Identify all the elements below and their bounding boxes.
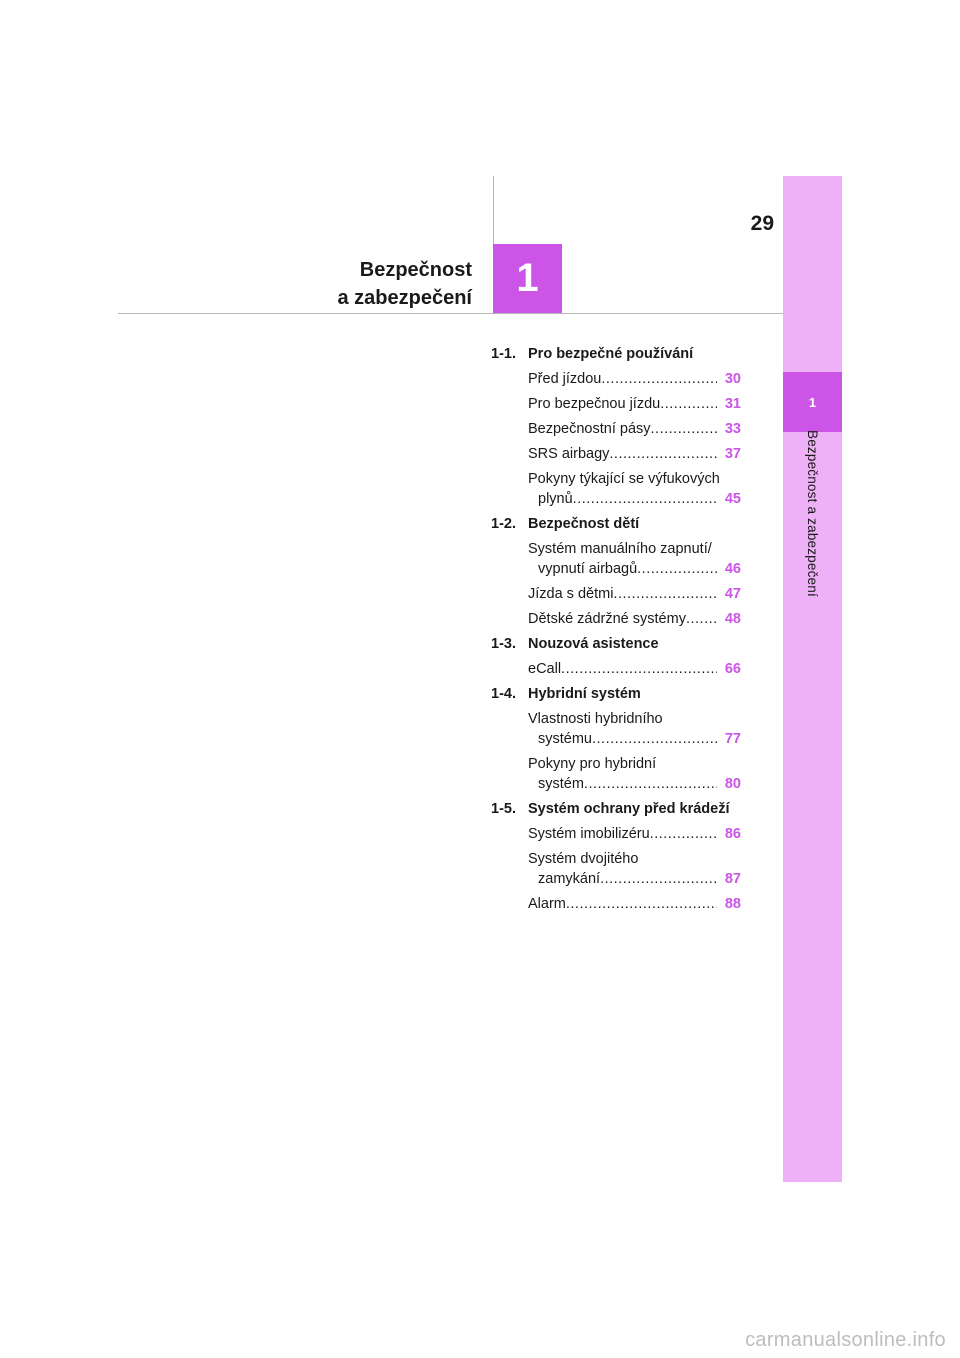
toc-leader-dots: [592, 729, 717, 749]
toc-entry-jizda-s-detmi[interactable]: [528, 584, 741, 604]
toc-entry-label: Systém imobilizéru: [528, 826, 650, 842]
side-tab-chapter-number[interactable]: 1: [783, 372, 842, 432]
toc-entry-label-line-1: Vlastnosti hybridního: [528, 711, 663, 727]
side-tab-label-wrap: [783, 430, 842, 650]
toc-leader-dots: [686, 609, 717, 629]
toc-section-title: Nouzová asistence: [528, 636, 659, 652]
toc-entry-label: eCall: [528, 661, 562, 677]
toc-section-1-3: [491, 634, 741, 659]
header-horizontal-divider: [118, 313, 783, 314]
toc-entry-label: SRS airbagy: [528, 446, 610, 462]
toc-page-link[interactable]: 37: [724, 446, 741, 462]
toc-entry-pred-jizdou[interactable]: [528, 369, 741, 389]
side-tab-label: Bezpečnost a zabezpečení: [805, 430, 820, 597]
toc-entry-label: Bezpečnostní pásy: [528, 421, 651, 437]
toc-entry-srs-airbagy[interactable]: [528, 444, 741, 464]
toc-leader-dots: [566, 894, 717, 914]
toc-section-number: 1-4.: [491, 686, 516, 702]
toc-entry-label: Pro bezpečnou jízdu: [528, 396, 661, 412]
toc-page-link[interactable]: 80: [724, 776, 741, 792]
toc-page-link[interactable]: 86: [724, 826, 741, 842]
toc-section-title: Bezpečnost dětí: [528, 516, 640, 532]
toc-entry-label-line-2: systém: [538, 776, 584, 792]
toc-section-title: Pro bezpečné používání: [528, 346, 694, 362]
toc-page-link[interactable]: 30: [724, 371, 741, 387]
toc-entry-label-line-2: zamykání: [538, 871, 601, 887]
toc-section-number: 1-3.: [491, 636, 516, 652]
toc-entry-manualni-airbagy[interactable]: [528, 539, 741, 579]
toc-entry-pokyny-vyfukove-plyny[interactable]: [528, 469, 741, 509]
toc-leader-dots: [561, 659, 717, 679]
toc-section-1-4: [491, 684, 741, 709]
toc-entry-bezpecnostni-pasy[interactable]: [528, 419, 741, 439]
toc-page-link[interactable]: 45: [724, 491, 741, 507]
toc-page-link[interactable]: 33: [724, 421, 741, 437]
toc-page-link[interactable]: 66: [724, 661, 741, 677]
chapter-title-line-2: a zabezpečení: [337, 287, 472, 309]
toc-leader-dots: [584, 774, 717, 794]
toc-page-link[interactable]: 46: [724, 561, 741, 577]
toc-entry-label: Před jízdou: [528, 371, 602, 387]
toc-leader-dots: [637, 559, 717, 579]
toc-entry-detske-zadrzne-systemy[interactable]: [528, 609, 741, 629]
chapter-title: [250, 256, 472, 312]
toc-entry-label-line-2: vypnutí airbagů: [538, 561, 638, 577]
toc-entry-label: Alarm: [528, 896, 566, 912]
toc-section-1-5: [491, 799, 741, 824]
toc-page-link[interactable]: 31: [724, 396, 741, 412]
toc-leader-dots: [650, 824, 717, 844]
toc-entry-pro-bezpecnou-jizdu[interactable]: [528, 394, 741, 414]
toc-page-link[interactable]: 47: [724, 586, 741, 602]
toc-entry-label-line-2: plynů: [538, 491, 573, 507]
toc-leader-dots: [660, 394, 717, 414]
toc-page-link[interactable]: 87: [724, 871, 741, 887]
toc-entry-label: Jízda s dětmi: [528, 586, 614, 602]
page-number: 29: [750, 212, 774, 235]
toc-entry-system-imobilizeru[interactable]: [528, 824, 741, 844]
toc-section-title: Hybridní systém: [528, 686, 641, 702]
header-vertical-divider: [493, 176, 494, 245]
table-of-contents: [491, 344, 741, 919]
side-tab-strip: [783, 176, 842, 1182]
toc-entry-label-line-1: Pokyny pro hybridní: [528, 756, 657, 772]
toc-entry-pokyny-pro-hybridni-system[interactable]: [528, 754, 741, 794]
toc-entry-label: Dětské zádržné systémy: [528, 611, 686, 627]
toc-leader-dots: [601, 369, 717, 389]
toc-entry-label-line-1: Systém manuálního zapnutí/: [528, 541, 712, 557]
toc-page-link[interactable]: 77: [724, 731, 741, 747]
toc-section-number: 1-2.: [491, 516, 516, 532]
toc-entry-alarm[interactable]: [528, 894, 741, 914]
toc-leader-dots: [613, 584, 717, 604]
toc-entry-ecall[interactable]: [528, 659, 741, 679]
toc-entry-label-line-1: Systém dvojitého: [528, 851, 639, 867]
toc-page-link[interactable]: 88: [724, 896, 741, 912]
toc-leader-dots: [573, 489, 717, 509]
toc-entry-label-line-1: Pokyny týkající se výfukových: [528, 471, 720, 487]
toc-leader-dots: [600, 869, 717, 889]
toc-section-1-1: [491, 344, 741, 369]
toc-section-title: Systém ochrany před krádeží: [528, 801, 730, 817]
watermark-text: carmanualsonline.info: [745, 1329, 946, 1351]
toc-leader-dots: [651, 419, 717, 439]
toc-leader-dots: [609, 444, 717, 464]
toc-entry-vlastnosti-hybridniho-systemu[interactable]: [528, 709, 741, 749]
chapter-number-box: 1: [493, 244, 562, 313]
toc-section-number: 1-1.: [491, 346, 516, 362]
chapter-title-line-1: Bezpečnost: [359, 259, 472, 281]
toc-entry-dvojite-zamykani[interactable]: [528, 849, 741, 889]
toc-section-1-2: [491, 514, 741, 539]
toc-entry-label-line-2: systému: [538, 731, 592, 747]
toc-page-link[interactable]: 48: [724, 611, 741, 627]
toc-section-number: 1-5.: [491, 801, 516, 817]
